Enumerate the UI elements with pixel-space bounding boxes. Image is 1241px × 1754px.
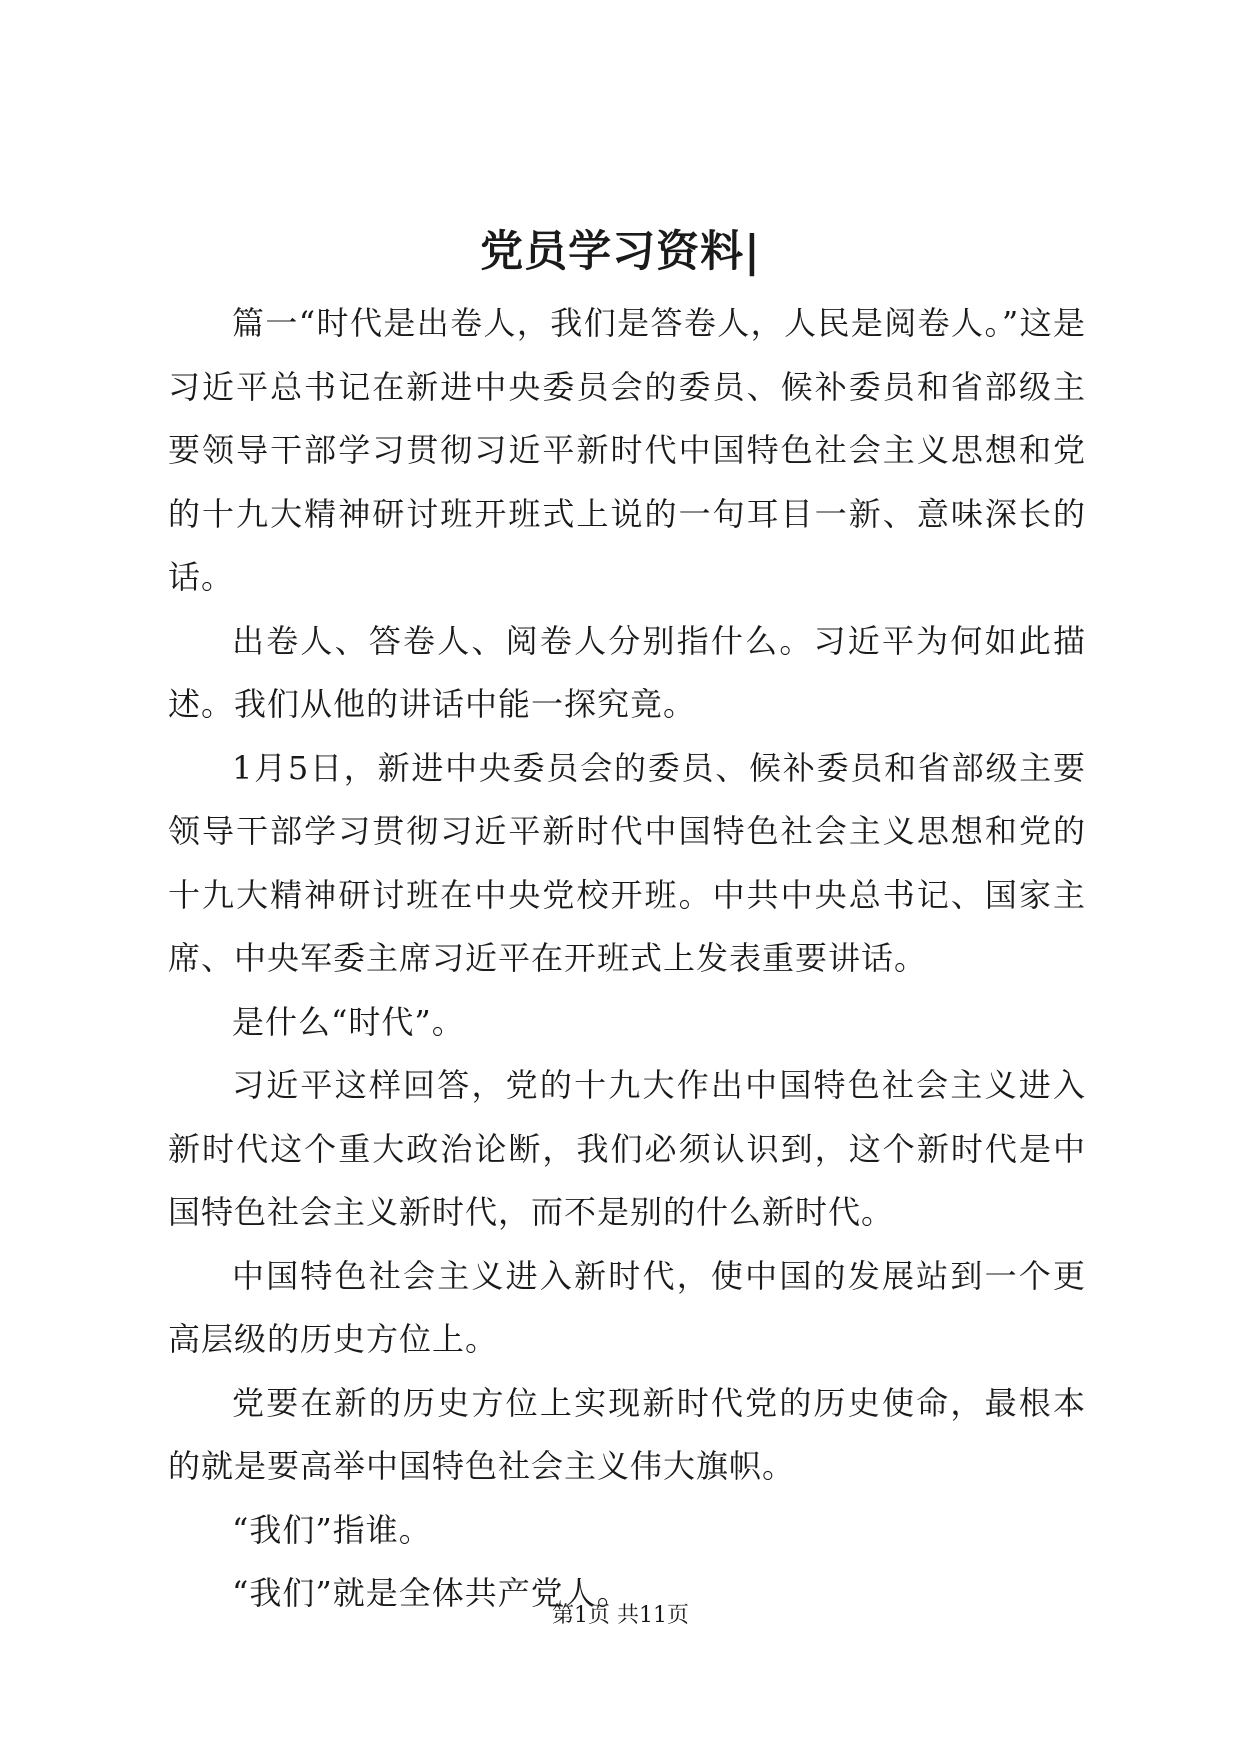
document-title: 党员学习资料| bbox=[480, 227, 761, 277]
paragraph: 1月5日，新进中央委员会的委员、候补委员和省部级主要领导干部学习贯彻习近平新时代中国特色社会主义思想和党的十九大精神研讨班在中央党校开班。中共中央总书记、国家主席、中央军委主席习近平在开班式上发表重要讲话。 bbox=[168, 748, 1086, 977]
paragraph: 习近平这样回答，党的十九大作出中国特色社会主义进入新时代这个重大政治论断，我们必须认识到，这个新时代是中国特色社会主义新时代，而不是别的什么新时代。 bbox=[168, 1066, 1086, 1231]
paragraph: “我们”就是全体共产党人。 bbox=[232, 1574, 630, 1612]
paragraph: 是什么“时代”。 bbox=[232, 1002, 465, 1041]
paragraph: 出卷人、答卷人、阅卷人分别指什么。习近平为何如此描述。我们从他的讲话中能一探究竟。 bbox=[168, 621, 1086, 723]
paragraph: 中国特色社会主义进入新时代，使中国的发展站到一个更高层级的历史方位上。 bbox=[168, 1256, 1086, 1358]
paragraph: “我们”指谁。 bbox=[232, 1510, 432, 1549]
page-footer: 第1页 共11页 bbox=[552, 1603, 689, 1628]
paragraph: 篇一“时代是出卷人，我们是答卷人，人民是阅卷人。”这是习近平总书记在新进中央委员会的委员、候补委员和省部级主要领导干部学习贯彻习近平新时代中国特色社会主义思想和党的十九大精神研讨班开班式上说的一句耳目一新、意味深长的话。 bbox=[168, 304, 1086, 596]
paragraph: 党要在新的历史方位上实现新时代党的历史使命，最根本的就是要高举中国特色社会主义伟大旗帜。 bbox=[168, 1383, 1086, 1485]
document-body bbox=[168, 292, 1086, 1626]
